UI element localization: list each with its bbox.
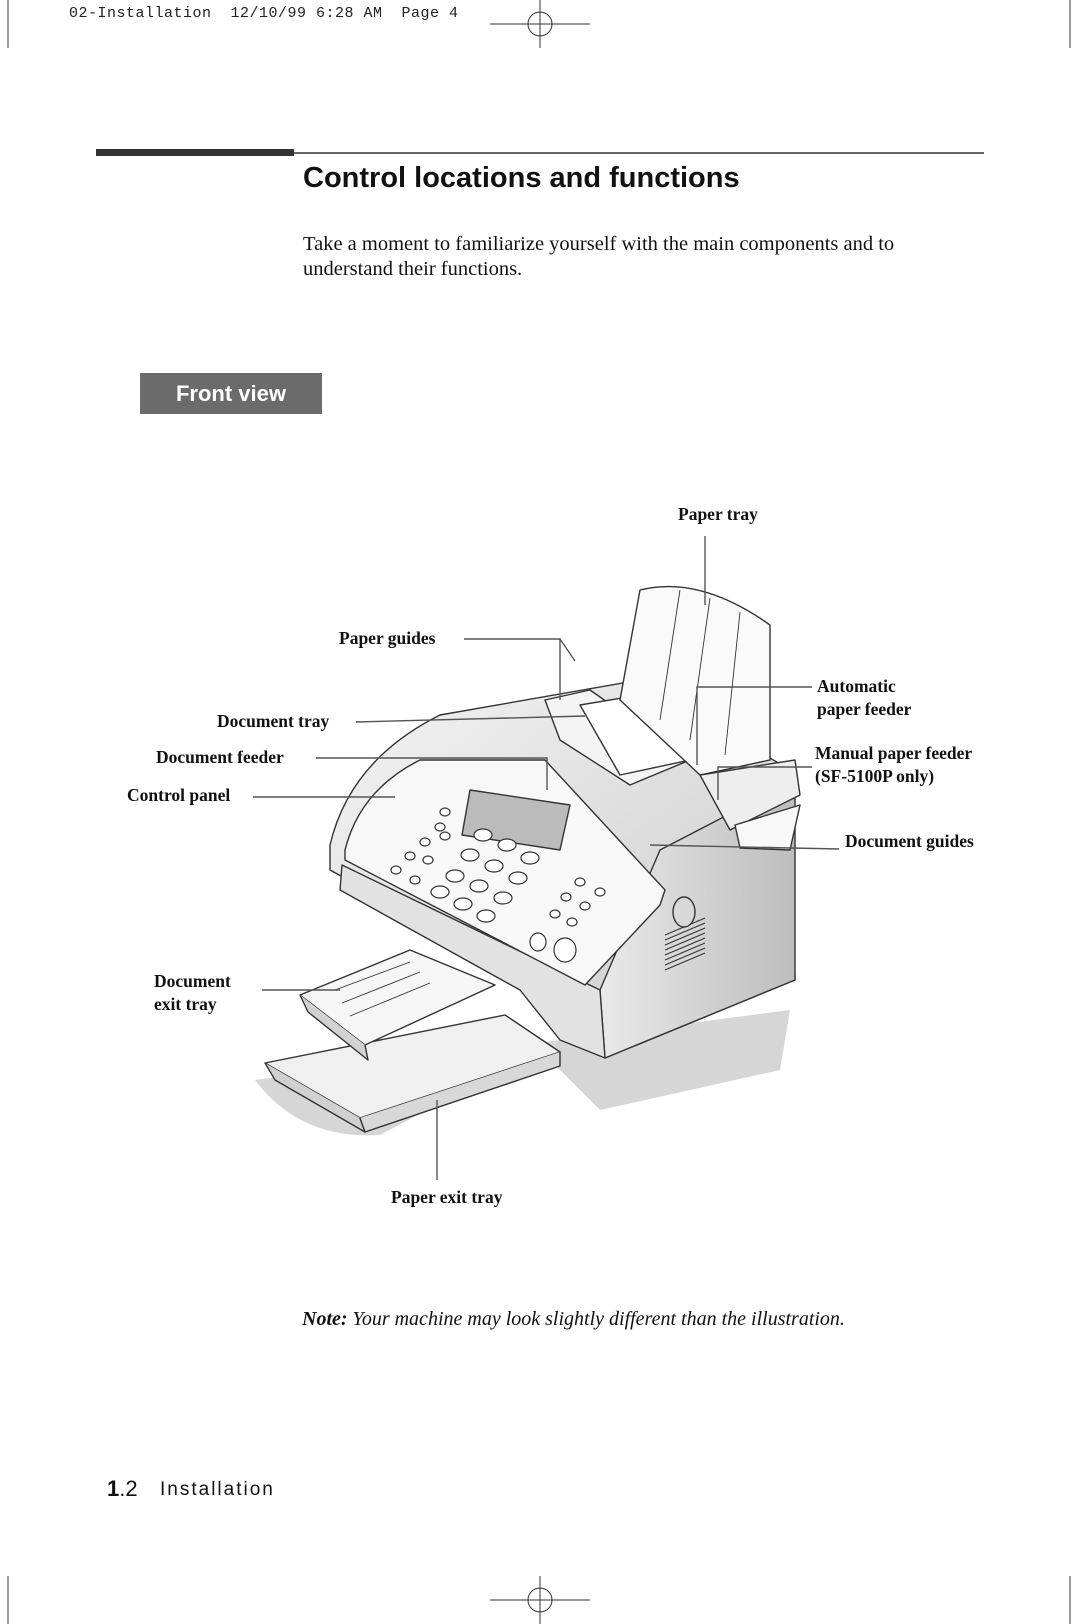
footer-section-name: Installation	[160, 1479, 275, 1500]
page-title: Control locations and functions	[303, 162, 740, 194]
front-view-heading: Front view	[140, 373, 322, 414]
note-text: Your machine may look slightly different than the illustration.	[347, 1308, 845, 1330]
label-manual-paper-feeder-line1: Manual paper feeder	[815, 743, 973, 763]
label-document-tray: Document tray	[217, 711, 330, 731]
page-number-suffix: .2	[119, 1476, 138, 1501]
label-paper-guides: Paper guides	[339, 628, 436, 648]
note	[302, 1308, 845, 1331]
label-document-feeder: Document feeder	[156, 747, 284, 767]
label-automatic-paper-feeder-line1: Automatic	[817, 676, 896, 696]
label-paper-exit-tray: Paper exit tray	[391, 1187, 503, 1207]
label-document-exit-tray-line2: exit tray	[154, 994, 217, 1014]
print-header: 02-Installation 12/10/99 6:28 AM Page 4	[69, 5, 459, 22]
chapter-number: 1	[107, 1476, 120, 1501]
note-label: Note:	[302, 1308, 348, 1330]
intro-paragraph: Take a moment to familiarize yourself with the main components and to understand their functions.	[303, 233, 895, 280]
label-control-panel: Control panel	[127, 785, 231, 805]
label-automatic-paper-feeder-line2: paper feeder	[817, 699, 912, 719]
label-document-guides: Document guides	[845, 831, 974, 851]
label-document-exit-tray-line1: Document	[154, 971, 231, 991]
label-paper-tray: Paper tray	[678, 504, 758, 524]
page-number	[107, 1476, 138, 1502]
label-manual-paper-feeder-line2: (SF-5100P only)	[815, 766, 935, 786]
